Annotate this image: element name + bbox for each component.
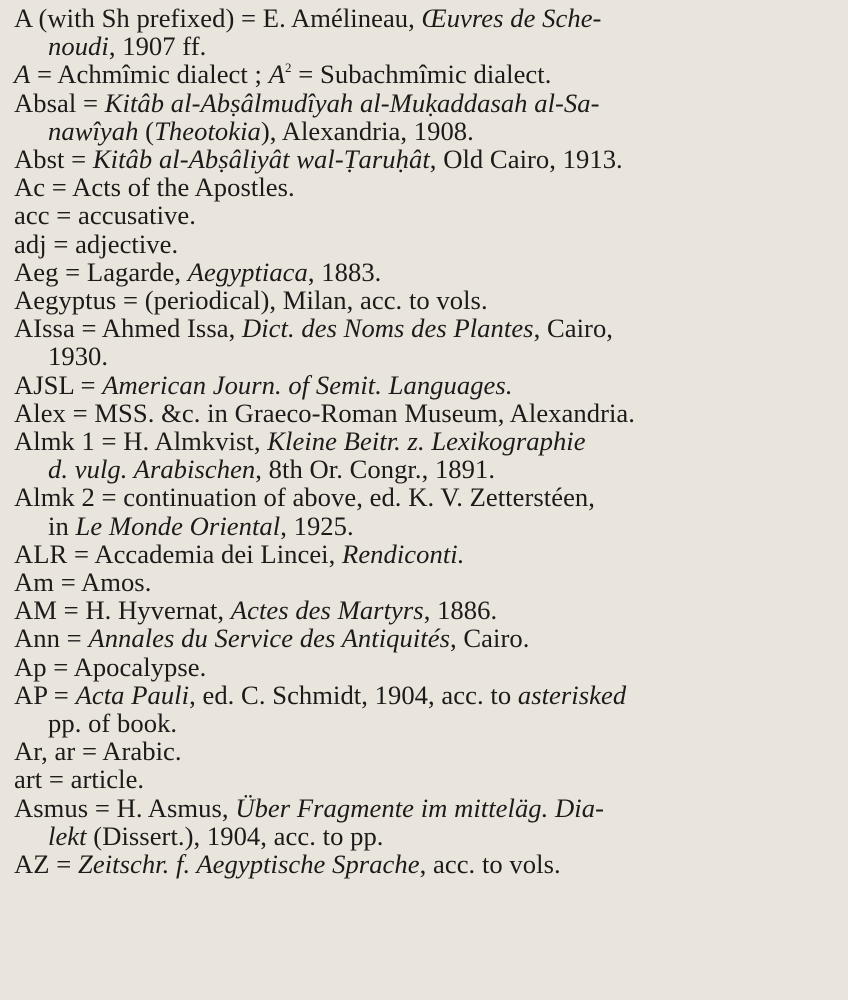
entry-title-italic: Kleine Beitr. z. Lexikographie [267, 426, 586, 457]
entry-continuation-line [14, 32, 836, 60]
entry-title-italic: Le Monde Oriental [75, 510, 281, 541]
entry-text: ALR = Accademia dei Lincei, [14, 538, 343, 569]
entry-title-italic: Annales du Service des Antiquités [88, 623, 450, 654]
entry-text: Alex = MSS. &c. in Graeco-Roman Museum, Alexandria. [14, 397, 635, 428]
entry-title-italic: nawîyah [48, 115, 139, 146]
entry-aegyptus [14, 286, 836, 314]
entry-ar [14, 737, 836, 765]
entry-text: A (with Sh prefixed) = E. Amélineau, [14, 3, 422, 33]
entry-almk2 [14, 483, 836, 539]
entry-a-dialect [14, 60, 836, 88]
entry-title-italic: asterisked [517, 679, 627, 710]
entry-line [14, 765, 836, 793]
entry-title-italic: A [14, 59, 31, 90]
entry-title-italic: American Journ. of Semit. Languages. [102, 369, 513, 400]
entry-line [14, 653, 836, 681]
entry-continuation-line [14, 117, 836, 145]
entry-ac [14, 173, 836, 201]
entry-line [14, 60, 836, 88]
entry-text: Almk 2 = continuation of above, ed. K. V. Zetterstéen, [14, 482, 595, 513]
entry-title-italic: A [268, 59, 285, 90]
entry-line [14, 314, 836, 342]
entry-title-italic: Über Fragmente im mitteläg. Dia- [235, 792, 604, 823]
entry-continuation-line [14, 709, 836, 737]
entry-text: Ar, ar = Arabic. [14, 736, 182, 767]
entry-title-italic: lekt [48, 820, 87, 851]
entry-title-italic: Rendiconti. [342, 538, 465, 569]
entry-text: AP = [14, 679, 76, 710]
entry-aissa [14, 314, 836, 370]
entry-text: AZ = [14, 849, 78, 880]
entry-ajsl [14, 371, 836, 399]
entry-continuation-line [14, 342, 836, 370]
entry-line [14, 145, 836, 173]
entry-adj [14, 230, 836, 258]
entry-text: , acc. to vols. [419, 849, 561, 880]
entry-line [14, 258, 836, 286]
entry-title-italic: Kitâb al-Abṣâlmudîyah al-Muḳaddasah al-Sa- [104, 87, 600, 118]
entry-continuation-line [14, 822, 836, 850]
entry-line [14, 230, 836, 258]
entry-art [14, 765, 836, 793]
entry-ann [14, 624, 836, 652]
entry-text: Aeg = Lagarde, [14, 256, 188, 287]
entry-title-italic: Zeitschr. f. Aegyptische Sprache [78, 849, 420, 880]
entry-text: acc = accusative. [14, 200, 196, 231]
entry-superscript: 2 [285, 60, 292, 76]
entry-title-italic: Kitâb al-Abṣâliyât wal-Ṭaruḥât [92, 144, 430, 175]
entry-text: = Achmîmic dialect ; [30, 59, 269, 90]
entry-ap [14, 653, 836, 681]
entry-line [14, 737, 836, 765]
entry-text: pp. of book. [48, 708, 178, 739]
abbreviation-list [14, 4, 836, 878]
entry-ap-upper [14, 681, 836, 737]
entry-title-italic: Œuvres de Sche- [421, 3, 602, 33]
entry-line [14, 681, 836, 709]
entry-absal [14, 89, 836, 145]
entry-line [14, 371, 836, 399]
entry-text: (Dissert.), 1904, acc. to pp. [86, 820, 384, 851]
entry-title-italic: Acta Pauli [75, 679, 190, 710]
entry-sh-prefix [14, 4, 836, 60]
entry-am [14, 568, 836, 596]
entry-text: , 1886. [423, 595, 498, 626]
entry-acc [14, 201, 836, 229]
entry-text: 1930. [48, 341, 109, 372]
entry-continuation-line [14, 455, 836, 483]
entry-line [14, 568, 836, 596]
entry-line [14, 286, 836, 314]
entry-az [14, 850, 836, 878]
entry-abst [14, 145, 836, 173]
entry-text: = Subachmîmic dialect. [291, 59, 552, 90]
entry-text: ( [138, 115, 155, 146]
entry-text: Aegyptus = (periodical), Milan, acc. to vols. [14, 285, 488, 316]
entry-continuation-line [14, 512, 836, 540]
entry-line [14, 624, 836, 652]
entry-text: in [48, 510, 76, 541]
entry-asmus [14, 794, 836, 850]
entry-line [14, 483, 836, 511]
entry-title-italic: Actes des Martyrs [230, 595, 424, 626]
entry-line [14, 201, 836, 229]
entry-text: Am = Amos. [14, 567, 152, 598]
entry-text: Ann = [14, 623, 89, 654]
entry-text: , 1883. [307, 256, 382, 287]
entry-title-italic: Aegyptiaca [187, 256, 308, 287]
entry-text: ), Alexandria, 1908. [260, 115, 474, 146]
entry-text: , 1907 ff. [108, 31, 207, 62]
entry-text: Ap = Apocalypse. [14, 651, 207, 682]
entry-line [14, 794, 836, 822]
entry-text: Ac = Acts of the Apostles. [14, 172, 295, 203]
entry-text: Almk 1 = H. Almkvist, [14, 426, 268, 457]
entry-line [14, 850, 836, 878]
entry-line [14, 173, 836, 201]
entry-text: , 8th Or. Congr., 1891. [255, 454, 496, 485]
entry-line [14, 540, 836, 568]
entry-text: AIssa = Ahmed Issa, [14, 313, 242, 344]
entry-text: Abst = [14, 144, 93, 175]
entry-aeg [14, 258, 836, 286]
entry-text: Absal = [14, 87, 105, 118]
entry-alr [14, 540, 836, 568]
entry-text: , 1925. [280, 510, 354, 541]
entry-text: , Cairo. [449, 623, 530, 654]
entry-line [14, 399, 836, 427]
entry-title-italic: Dict. des Noms des Plantes [241, 313, 534, 344]
entry-am-upper [14, 596, 836, 624]
entry-line [14, 596, 836, 624]
entry-text: adj = adjective. [14, 228, 179, 259]
entry-line [14, 89, 836, 117]
entry-almk1 [14, 427, 836, 483]
entry-alex [14, 399, 836, 427]
entry-text: Asmus = H. Asmus, [14, 792, 236, 823]
entry-title-italic: Theotokia [154, 115, 261, 146]
entry-text: , ed. C. Schmidt, 1904, acc. to [189, 679, 518, 710]
entry-line [14, 427, 836, 455]
entry-title-italic: d. vulg. Arabischen [48, 454, 256, 485]
entry-text: AJSL = [14, 369, 103, 400]
entry-title-italic: noudi [48, 31, 109, 62]
entry-line [14, 4, 836, 32]
entry-text: art = article. [14, 764, 145, 795]
entry-text: , Cairo, [533, 313, 614, 344]
entry-text: AM = H. Hyvernat, [14, 595, 231, 626]
entry-text: , Old Cairo, 1913. [429, 144, 623, 175]
